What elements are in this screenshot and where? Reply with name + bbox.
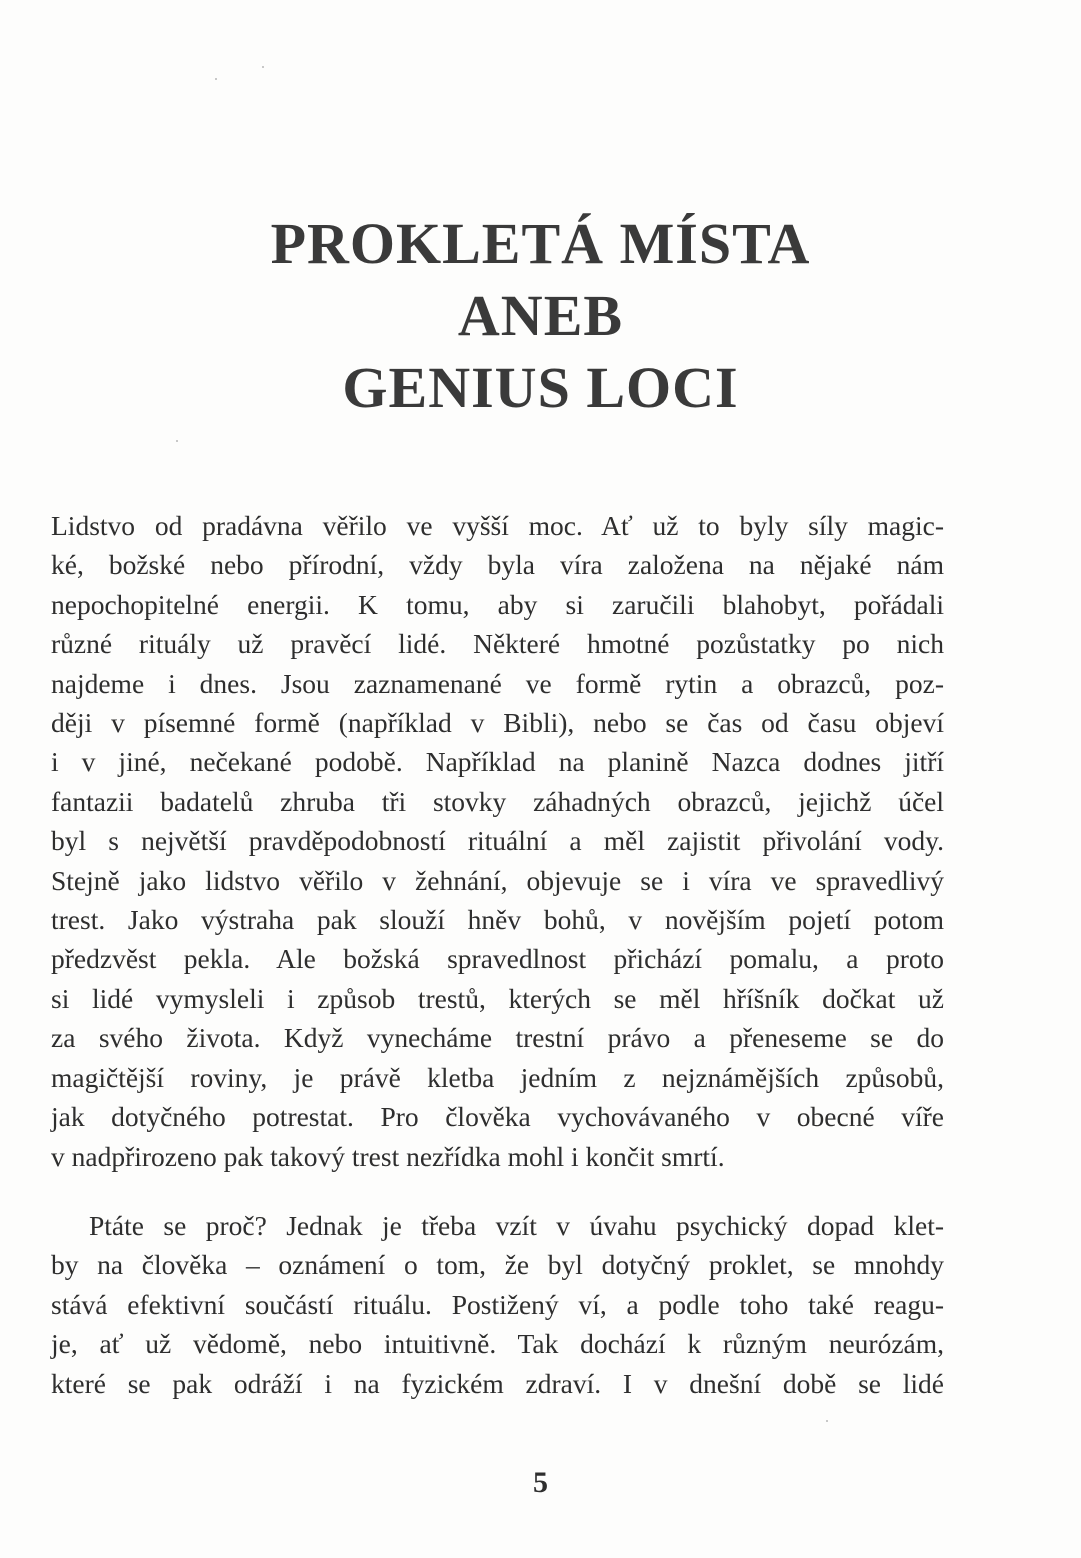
text-line: různé rituály už pravěcí lidé. Některé hmotné pozůstatky po nich — [51, 628, 944, 660]
paper-speck — [826, 1420, 828, 1422]
paper-speck — [215, 78, 217, 80]
text-line: stává efektivní součástí rituálu. Postižený ví, a podle toho také reagu- — [51, 1288, 944, 1320]
text-line: magičtější roviny, je právě kletba jedním z nejznámějších způsobů, — [51, 1061, 944, 1093]
page-number: 5 — [533, 1466, 548, 1499]
chapter-title-line: ANEB — [457, 283, 624, 348]
paragraph — [51, 1206, 944, 1403]
chapter-title-line: PROKLETÁ MÍSTA — [270, 211, 811, 276]
text-line: je, ať už vědomě, nebo intuitivně. Tak dochází k různým neurózám, — [51, 1328, 944, 1360]
text-line: trest. Jako výstraha pak slouží hněv bohů, v novějším pojetí potom — [51, 904, 944, 936]
text-line: by na člověka – oznámení o tom, že byl dotyčný proklet, se mnohdy — [51, 1249, 944, 1281]
text-line: nepochopitelné energii. K tomu, aby si zaručili blahobyt, pořádali — [51, 588, 944, 620]
text-line: najdeme i dnes. Jsou zaznamenané ve formě rytin a obrazců, poz- — [51, 667, 944, 699]
paragraph — [51, 506, 944, 1176]
chapter-title — [0, 208, 1081, 424]
text-line: které se pak odráží i na fyzickém zdraví. I v dnešní době se lidé — [51, 1367, 944, 1399]
text-line: v nadpřirozeno pak takový trest nezřídka mohl i končit smrtí. — [51, 1140, 725, 1172]
text-line: za svého života. Když vynecháme trestní právo a přeneseme se do — [51, 1022, 944, 1054]
text-line: předzvěst pekla. Ale božská spravedlnost přichází pomalu, a proto — [51, 943, 944, 975]
text-line: jak dotyčného potrestat. Pro člověka vychovávaného v obecné víře — [51, 1101, 944, 1133]
text-line: fantazii badatelů zhruba tři stovky záhadných obrazců, jejichž účel — [51, 785, 944, 817]
text-line: byl s největší pravděpodobností rituální a měl zajistit přivolání vody. — [51, 825, 944, 857]
text-line: Stejně jako lidstvo věřilo v žehnání, objevuje se i víra ve spravedlivý — [51, 864, 944, 896]
text-line: i v jiné, nečekané podobě. Například na planině Nazca dodnes jitří — [51, 746, 944, 778]
paper-speck — [262, 66, 264, 68]
chapter-title-line: GENIUS LOCI — [342, 355, 739, 420]
text-line: si lidé vymysleli i způsob trestů, kterých se měl hříšník dočkat už — [51, 982, 944, 1014]
text-line: ké, božské nebo přírodní, vždy byla víra založena na nějaké nám — [51, 549, 944, 581]
text-line: ději v písemné formě (například v Bibli), nebo se čas od času objeví — [51, 707, 944, 739]
paper-speck — [176, 440, 178, 442]
text-line: Lidstvo od pradávna věřilo ve vyšší moc. Ať už to byly síly magic- — [51, 510, 944, 541]
text-line: Ptáte se proč? Jednak je třeba vzít v úvahu psychický dopad klet- — [89, 1210, 944, 1241]
